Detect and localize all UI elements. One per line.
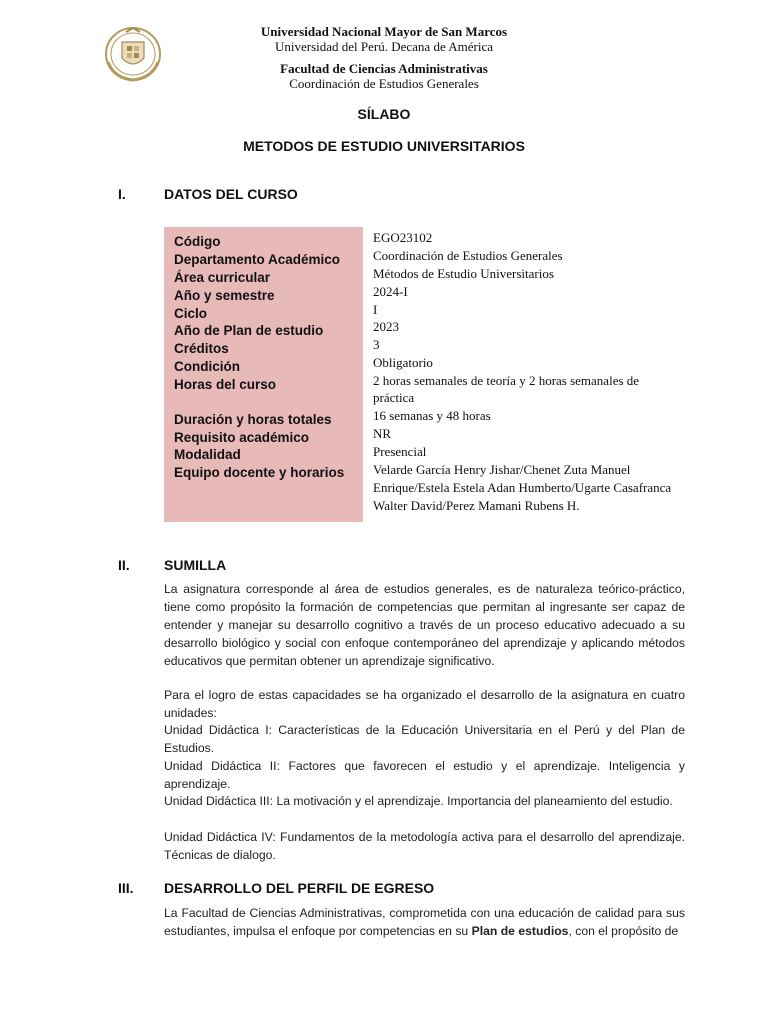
row-label-horas: Horas del curso <box>174 377 277 392</box>
section-3-title: DESARROLLO DEL PERFIL DE EGRESO <box>164 880 435 896</box>
unit-1-paragraph: Unidad Didáctica I: Características de la Educación Universitaria en el Perú y del Plan de Estudios. <box>164 723 685 755</box>
document-type-title: SÍLABO <box>357 106 411 122</box>
row-value-plan: 2023 <box>373 319 399 334</box>
row-value-condicion: Obligatorio <box>373 355 433 370</box>
row-label-area: Área curricular <box>174 270 271 285</box>
perfil-text-part-1: La Facultad de Ciencias Administrativas, comprometida con una educación de calidad para sus estudiantes, impulsa el enfoque por competencias en su <box>164 906 685 938</box>
row-value-horas: 2 horas semanales de teoría y 2 horas semanales de práctica <box>373 373 640 405</box>
row-value-departamento: Coordinación de Estudios Generales <box>373 248 563 263</box>
row-label-duracion: Duración y horas totales <box>174 412 332 427</box>
university-name: Universidad Nacional Mayor de San Marcos <box>260 24 508 39</box>
document-header <box>0 24 768 91</box>
row-label-equipo: Equipo docente y horarios <box>174 465 345 480</box>
row-label-codigo: Código <box>174 234 221 249</box>
row-value-creditos: 3 <box>373 337 380 352</box>
university-tagline: Universidad del Perú. Decana de América <box>274 39 494 54</box>
unit-4-paragraph: Unidad Didáctica IV: Fundamentos de la metodología activa para el desarrollo del aprendizaje. Técnicas de dialogo. <box>164 830 685 862</box>
perfil-text-part-2: , con el propósito de <box>568 924 679 938</box>
row-value-duracion: 16 semanas y 48 horas <box>373 408 491 423</box>
sumilla-paragraph: La asignatura corresponde al área de estudios generales, es de naturaleza teórico-práctico, tiene como propósito la formación de competencias que permitan al ingresante ser capaz de entender y manejar su desarrollo cognitivo a través de un proceso educativo adecuado a su desarrollo biológico y social con enfoque contemporáneo del aprendizaje y aplicando métodos educativos que permitan obtener un aprendizaje significativo. <box>164 582 685 668</box>
plan-de-estudios-bold: Plan de estudios <box>471 924 569 938</box>
row-value-codigo: EGO23102 <box>373 230 433 245</box>
row-value-ciclo: I <box>373 302 378 317</box>
row-label-departamento: Departamento Académico <box>174 252 341 267</box>
row-label-plan: Año de Plan de estudio <box>174 323 324 338</box>
faculty-name: Facultad de Ciencias Administrativas <box>280 61 488 76</box>
row-label-anio-semestre: Año y semestre <box>174 288 275 303</box>
section-2-title: SUMILLA <box>164 557 227 573</box>
units-intro-paragraph: Para el logro de estas capacidades se ha organizado el desarrollo de la asignatura en cuatro unidades: <box>164 688 685 720</box>
row-value-modalidad: Presencial <box>373 444 427 459</box>
section-2-number: II. <box>118 557 130 573</box>
unit-3-paragraph: Unidad Didáctica III: La motivación y el aprendizaje. Importancia del planeamiento del estudio. <box>164 794 673 808</box>
unit-2-paragraph: Unidad Didáctica II: Factores que favorecen el estudio y el aprendizaje. Inteligencia y aprendizaje. <box>164 759 685 791</box>
row-value-requisito: NR <box>373 426 392 441</box>
row-label-modalidad: Modalidad <box>174 447 241 462</box>
perfil-egreso-paragraph <box>164 904 685 940</box>
coordination-name: Coordinación de Estudios Generales <box>289 76 479 91</box>
section-1-number: I. <box>118 186 126 202</box>
course-title: METODOS DE ESTUDIO UNIVERSITARIOS <box>243 138 525 154</box>
row-label-creditos: Créditos <box>174 341 229 356</box>
row-value-area: Métodos de Estudio Universitarios <box>373 266 554 281</box>
section-3-number: III. <box>118 880 134 896</box>
row-value-equipo: Velarde García Henry Jishar/Chenet Zuta Manuel Enrique/Estela Estela Adan Humberto/Ugarte Casafranca Walter David/Perez Mamani Rubens H. <box>373 462 672 513</box>
row-value-anio-semestre: 2024-I <box>373 284 408 299</box>
section-1-title: DATOS DEL CURSO <box>164 186 298 202</box>
row-label-condicion: Condición <box>174 359 240 374</box>
row-label-ciclo: Ciclo <box>174 306 208 321</box>
row-label-requisito: Requisito académico <box>174 430 310 445</box>
